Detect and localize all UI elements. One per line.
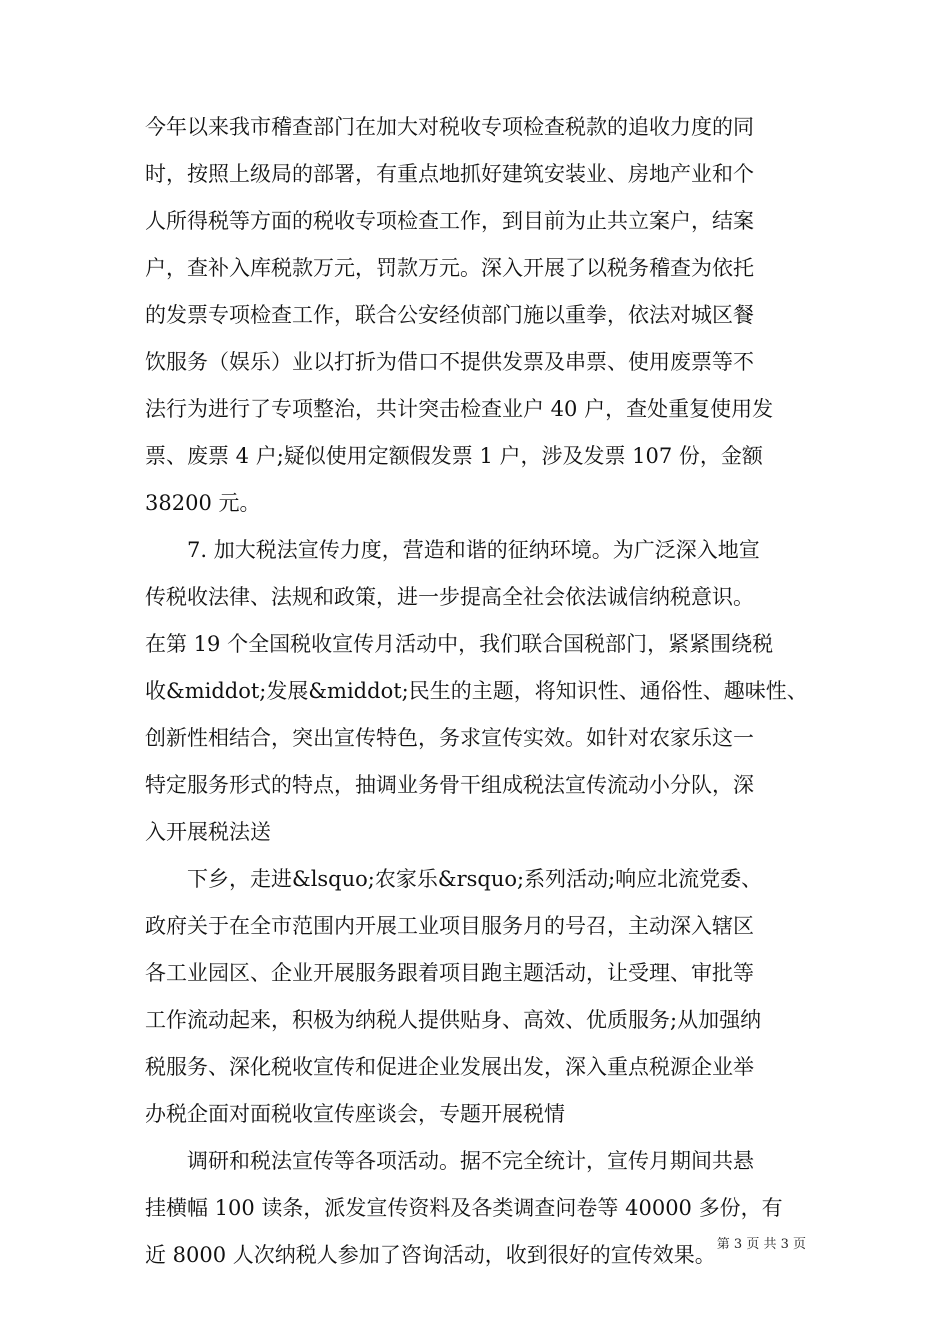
text-line: 饮服务（娱乐）业以打折为借口不提供发票及串票、使用废票等不 xyxy=(145,350,754,374)
text-line: 户，查补入库税款万元，罚款万元。深入开展了以税务稽查为依托 xyxy=(145,256,754,280)
text-line: 政府关于在全市范围内开展工业项目服务月的号召，主动深入辖区 xyxy=(145,914,754,938)
text-line: 票、废票 4 户;疑似使用定额假发票 1 户，涉及发票 107 份，金额 xyxy=(145,444,763,468)
document-body xyxy=(145,104,810,1279)
text-line: 在第 19 个全国税收宣传月活动中，我们联合国税部门，紧紧围绕税 xyxy=(145,632,774,656)
text-line: 办税企面对面税收宣传座谈会，专题开展税情 xyxy=(145,1102,565,1126)
text-line: 税服务、深化税收宣传和促进企业发展出发，深入重点税源企业举 xyxy=(145,1055,754,1079)
text-line: 挂横幅 100 读条，派发宣传资料及各类调查问卷等 40000 多份，有 xyxy=(145,1196,783,1220)
text-line: 近 8000 人次纳税人参加了咨询活动，收到很好的宣传效果。 xyxy=(145,1243,716,1267)
text-line: 收&middot;发展&middot;民生的主题，将知识性、通俗性、趣味性、 xyxy=(145,679,808,703)
text-line: 38200 元。 xyxy=(145,491,261,515)
text-line: 法行为进行了专项整治，共计突击检查业户 40 户，查处重复使用发 xyxy=(145,397,774,421)
text-line: 下乡，走进&lsquo;农家乐&rsquo;系列活动;响应北流党委、 xyxy=(187,867,763,891)
text-line: 入开展税法送 xyxy=(145,820,271,844)
text-line: 调研和税法宣传等各项活动。据不完全统计，宣传月期间共悬 xyxy=(187,1149,754,1173)
text-line: 工作流动起来，积极为纳税人提供贴身、高效、优质服务;从加强纳 xyxy=(145,1008,762,1032)
text-line: 传税收法律、法规和政策，进一步提高全社会依法诚信纳税意识。 xyxy=(145,585,754,609)
paragraph-3 xyxy=(145,856,810,1138)
paragraph-2 xyxy=(145,527,810,856)
paragraph-1 xyxy=(145,104,810,527)
text-line: 7. 加大税法宣传力度，营造和谐的征纳环境。为广泛深入地宣 xyxy=(187,538,760,562)
page-number: 第 3 页 共 3 页 xyxy=(716,1237,806,1252)
text-line: 的发票专项检查工作，联合公安经侦部门施以重拳，依法对城区餐 xyxy=(145,303,754,327)
text-line: 各工业园区、企业开展服务跟着项目跑主题活动，让受理、审批等 xyxy=(145,961,754,985)
paragraph-4 xyxy=(145,1138,810,1279)
text-line: 特定服务形式的特点，抽调业务骨干组成税法宣传流动小分队，深 xyxy=(145,773,754,797)
text-line: 时，按照上级局的部署，有重点地抓好建筑安装业、房地产业和个 xyxy=(145,162,754,186)
text-line: 创新性相结合，突出宣传特色，务求宣传实效。如针对农家乐这一 xyxy=(145,726,754,750)
text-line: 今年以来我市稽查部门在加大对税收专项检查税款的追收力度的同 xyxy=(145,115,754,139)
text-line: 人所得税等方面的税收专项检查工作，到目前为止共立案户，结案 xyxy=(145,209,754,233)
